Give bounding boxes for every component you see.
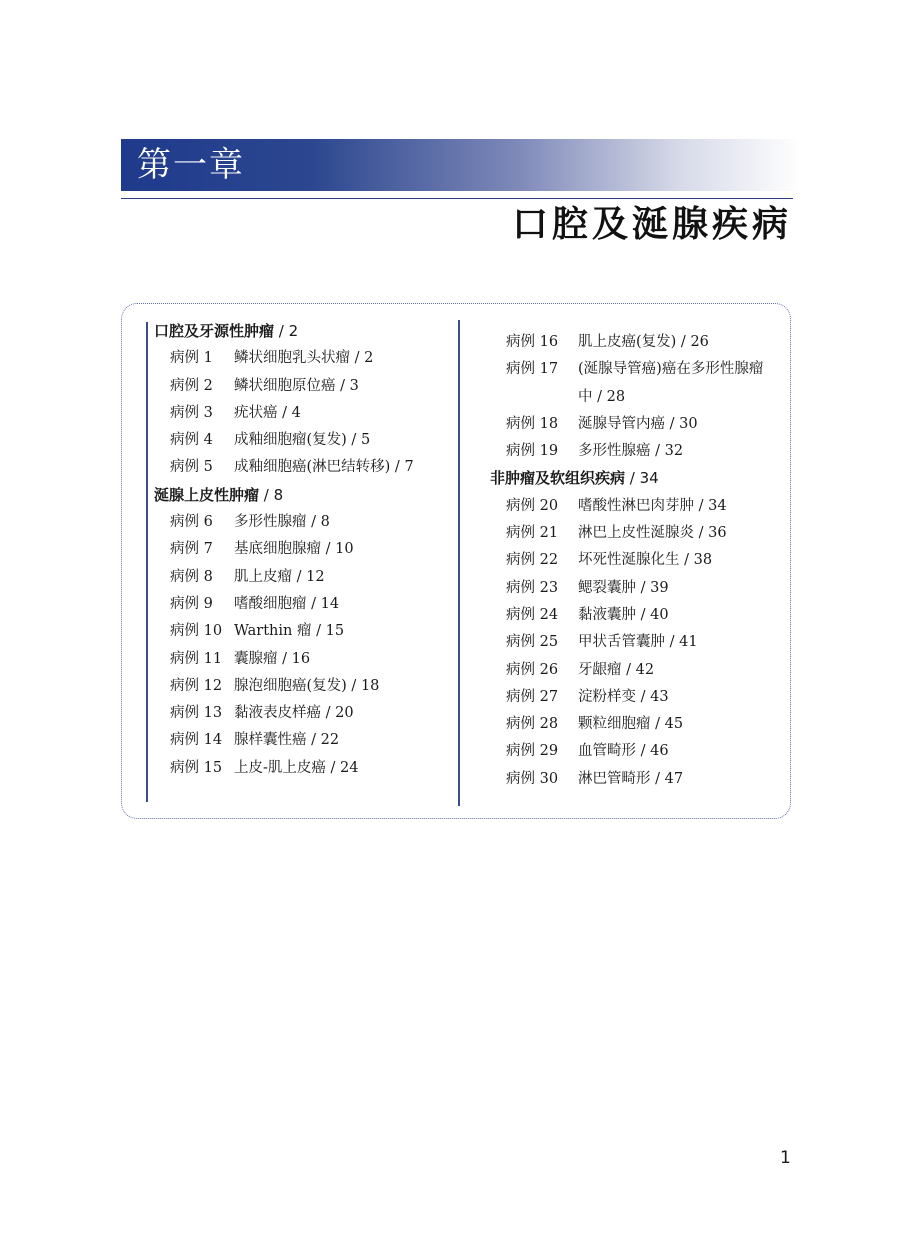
toc-right-column bbox=[490, 329, 790, 793]
section-title: 口腔及牙源性肿瘤 bbox=[154, 322, 275, 340]
case-number: 病例 6 bbox=[170, 514, 213, 531]
entry-page: 38 bbox=[693, 552, 713, 569]
entry-title-wrap bbox=[578, 629, 768, 656]
toc-entry[interactable] bbox=[154, 509, 454, 536]
toc-entry[interactable] bbox=[490, 711, 790, 738]
toc-entry[interactable] bbox=[154, 727, 454, 754]
entry-title-wrap bbox=[578, 602, 768, 629]
entry-title-wrap bbox=[234, 345, 430, 372]
entry-page: 40 bbox=[650, 606, 669, 623]
page-separator: / bbox=[277, 404, 292, 421]
entry-page: 4 bbox=[291, 404, 301, 421]
toc-entry[interactable] bbox=[154, 591, 454, 618]
entry-page: 15 bbox=[325, 623, 345, 640]
page-separator: / bbox=[259, 485, 274, 504]
entry-page: 10 bbox=[335, 541, 354, 558]
case-number: 病例 19 bbox=[506, 443, 559, 460]
entry-page: 36 bbox=[708, 525, 727, 542]
case-number: 病例 18 bbox=[506, 415, 559, 432]
toc-column-divider bbox=[458, 320, 460, 806]
entry-title-wrap bbox=[578, 493, 768, 520]
page-separator: / bbox=[346, 677, 361, 694]
case-number: 病例 23 bbox=[506, 579, 559, 596]
case-number: 病例 27 bbox=[506, 688, 559, 705]
page-separator: / bbox=[311, 623, 326, 640]
toc-entry[interactable] bbox=[154, 373, 454, 400]
entry-title-wrap bbox=[578, 329, 768, 356]
entry-page: 5 bbox=[360, 432, 371, 449]
entry-page: 3 bbox=[349, 377, 359, 394]
case-number: 病例 10 bbox=[170, 623, 223, 640]
page-separator: / bbox=[592, 388, 607, 405]
entry-title-wrap bbox=[234, 509, 430, 536]
page-separator: / bbox=[650, 770, 665, 787]
toc-entry[interactable] bbox=[490, 575, 790, 602]
toc-entry[interactable] bbox=[490, 602, 790, 629]
chapter-rule bbox=[121, 198, 793, 199]
entry-title-wrap bbox=[234, 618, 430, 645]
toc-entry[interactable] bbox=[490, 520, 790, 547]
entry-title: 牙龈瘤 bbox=[578, 661, 622, 678]
entry-title: 多形性腺癌 bbox=[578, 443, 651, 460]
page-separator: / bbox=[679, 552, 694, 569]
page-separator: / bbox=[650, 716, 665, 733]
entry-title: 鳞状细胞乳头状瘤 bbox=[234, 350, 350, 367]
toc-entry[interactable] bbox=[154, 536, 454, 563]
case-number: 病例 20 bbox=[506, 497, 559, 514]
toc-entry[interactable] bbox=[490, 411, 790, 438]
entry-title: 涎腺导管内癌 bbox=[578, 415, 665, 432]
entry-title-wrap bbox=[234, 591, 430, 618]
toc-entry[interactable] bbox=[154, 673, 454, 700]
entry-title: 嗜酸细胞瘤 bbox=[234, 595, 307, 612]
section-page: 34 bbox=[639, 469, 659, 488]
entry-page: 28 bbox=[606, 388, 626, 405]
section-page: 2 bbox=[288, 322, 299, 340]
entry-page: 42 bbox=[635, 661, 655, 678]
entry-title: 疣状癌 bbox=[234, 404, 278, 421]
page-separator: / bbox=[350, 350, 365, 367]
entry-page: 41 bbox=[679, 634, 698, 651]
toc-entry[interactable] bbox=[154, 345, 454, 372]
toc-entry[interactable] bbox=[154, 618, 454, 645]
entry-page: 46 bbox=[650, 743, 669, 760]
entry-title: 淋巴管畸形 bbox=[578, 770, 651, 787]
entry-title: 肌上皮瘤 bbox=[234, 568, 292, 585]
entry-title-wrap bbox=[578, 684, 768, 711]
entry-title: 嗜酸性淋巴肉芽肿 bbox=[578, 497, 694, 514]
case-number: 病例 3 bbox=[170, 404, 213, 421]
toc-left-bar bbox=[146, 322, 148, 802]
entry-title: 颗粒细胞瘤 bbox=[578, 716, 651, 733]
entry-page: 45 bbox=[664, 716, 684, 733]
case-number: 病例 22 bbox=[506, 552, 559, 569]
page-number: 1 bbox=[780, 1148, 791, 1168]
entry-title: 坏死性涎腺化生 bbox=[578, 552, 680, 569]
entry-title-wrap bbox=[234, 727, 430, 754]
page-separator: / bbox=[306, 732, 321, 749]
entry-title-wrap bbox=[234, 646, 430, 673]
page-separator: / bbox=[650, 443, 665, 460]
entry-title-wrap bbox=[578, 356, 768, 411]
case-number: 病例 29 bbox=[506, 743, 559, 760]
entry-title-wrap bbox=[578, 766, 768, 793]
page-separator: / bbox=[306, 595, 321, 612]
entry-page: 7 bbox=[404, 459, 414, 476]
entry-title: 成釉细胞瘤(复发) bbox=[234, 432, 347, 449]
toc-entry[interactable] bbox=[154, 646, 454, 673]
chapter-title: 口腔及涎腺疾病 bbox=[511, 204, 792, 245]
toc-entry[interactable] bbox=[490, 657, 790, 684]
page-separator: / bbox=[636, 688, 651, 705]
toc-entry[interactable] bbox=[490, 493, 790, 520]
page-separator: / bbox=[321, 705, 336, 722]
entry-page: 30 bbox=[679, 415, 698, 432]
entry-title-wrap bbox=[578, 438, 768, 465]
entry-title: 囊腺瘤 bbox=[234, 650, 278, 667]
entry-page: 20 bbox=[335, 705, 354, 722]
page-separator: / bbox=[694, 497, 709, 514]
page-separator: / bbox=[636, 743, 651, 760]
entry-page: 47 bbox=[664, 770, 684, 787]
entry-page: 16 bbox=[291, 650, 311, 667]
case-number: 病例 15 bbox=[170, 759, 223, 776]
entry-title-wrap bbox=[234, 536, 430, 563]
page-separator: / bbox=[325, 759, 341, 776]
entry-title: 甲状舌管囊肿 bbox=[578, 634, 665, 651]
entry-title-wrap bbox=[234, 755, 430, 782]
case-number: 病例 8 bbox=[170, 568, 213, 585]
case-number: 病例 28 bbox=[506, 716, 559, 733]
entry-title-wrap bbox=[578, 657, 768, 684]
entry-title: (涎腺导管癌)癌在多形性腺瘤中 bbox=[578, 361, 764, 405]
case-number: 病例 9 bbox=[170, 595, 213, 612]
page-separator: / bbox=[625, 469, 640, 488]
toc-entry[interactable] bbox=[154, 755, 454, 782]
case-number: 病例 7 bbox=[170, 541, 213, 558]
entry-title: 腺样囊性癌 bbox=[234, 732, 307, 749]
entry-title-wrap bbox=[234, 673, 430, 700]
case-number: 病例 2 bbox=[170, 377, 213, 394]
case-number: 病例 11 bbox=[170, 650, 223, 667]
toc-entry[interactable] bbox=[154, 564, 454, 591]
toc-entry[interactable] bbox=[154, 700, 454, 727]
page-separator: / bbox=[335, 377, 350, 394]
entry-page: 14 bbox=[320, 595, 340, 612]
toc-entry[interactable] bbox=[154, 454, 454, 481]
entry-title-wrap bbox=[234, 427, 430, 454]
page-separator: / bbox=[636, 579, 651, 596]
entry-page: 18 bbox=[360, 677, 380, 694]
page-separator: / bbox=[621, 661, 636, 678]
case-number: 病例 30 bbox=[506, 770, 559, 787]
entry-title: 血管畸形 bbox=[578, 743, 636, 760]
entry-title-wrap bbox=[578, 711, 768, 738]
entry-title: 腺泡细胞癌(复发) bbox=[234, 677, 347, 694]
page-separator: / bbox=[274, 322, 289, 340]
page-separator: / bbox=[665, 634, 680, 651]
case-number: 病例 5 bbox=[170, 459, 213, 476]
toc-entry[interactable] bbox=[490, 356, 790, 411]
entry-title: 鳞状细胞原位癌 bbox=[234, 377, 336, 394]
toc-entry[interactable] bbox=[490, 738, 790, 765]
entry-title: 肌上皮癌(复发) bbox=[578, 334, 677, 350]
entry-title: 黏液囊肿 bbox=[578, 606, 636, 623]
toc-entry[interactable] bbox=[490, 547, 790, 574]
entry-title: Warthin 瘤 bbox=[234, 623, 312, 640]
entry-title: 成釉细胞癌(淋巴结转移) bbox=[234, 459, 391, 476]
toc-entry[interactable] bbox=[154, 427, 454, 454]
entry-title: 多形性腺瘤 bbox=[234, 514, 307, 531]
case-number: 病例 24 bbox=[506, 606, 559, 623]
entry-page: 32 bbox=[664, 443, 684, 460]
entry-page: 2 bbox=[364, 350, 374, 367]
entry-page: 39 bbox=[650, 579, 669, 596]
entry-title-wrap bbox=[234, 564, 430, 591]
entry-title-wrap bbox=[578, 575, 768, 602]
chapter-label: 第一章 bbox=[137, 145, 245, 185]
entry-page: 34 bbox=[708, 497, 727, 514]
toc-entry[interactable] bbox=[154, 400, 454, 427]
entry-page: 43 bbox=[650, 688, 669, 705]
case-number: 病例 26 bbox=[506, 661, 559, 678]
case-number: 病例 12 bbox=[170, 677, 223, 694]
section-title: 涎腺上皮性肿瘤 bbox=[154, 485, 260, 504]
page-separator: / bbox=[306, 514, 321, 531]
case-number: 病例 17 bbox=[506, 361, 559, 378]
entry-title: 淀粉样变 bbox=[578, 688, 636, 705]
page-separator: / bbox=[694, 525, 709, 542]
page-separator: / bbox=[676, 334, 691, 350]
entry-title-wrap bbox=[234, 373, 430, 400]
entry-page: 22 bbox=[320, 732, 340, 749]
toc-section-heading[interactable] bbox=[154, 318, 454, 345]
entry-title-wrap bbox=[234, 400, 430, 427]
toc-left-column bbox=[154, 318, 454, 782]
page-separator: / bbox=[292, 568, 307, 585]
toc-entry[interactable] bbox=[490, 329, 790, 356]
case-number: 病例 14 bbox=[170, 732, 223, 749]
case-number: 病例 16 bbox=[506, 334, 559, 350]
case-number: 病例 21 bbox=[506, 525, 559, 542]
entry-title-wrap bbox=[234, 454, 430, 481]
toc-entry[interactable] bbox=[490, 438, 790, 465]
toc-entry[interactable] bbox=[490, 766, 790, 793]
entry-title-wrap bbox=[234, 700, 430, 727]
entry-title-wrap bbox=[578, 738, 768, 765]
entry-title-wrap bbox=[578, 547, 768, 574]
entry-title: 上皮-肌上皮癌 bbox=[234, 759, 326, 776]
entry-title: 淋巴上皮性涎腺炎 bbox=[578, 525, 694, 542]
page-separator: / bbox=[277, 650, 292, 667]
page-separator: / bbox=[665, 415, 680, 432]
entry-title-wrap bbox=[578, 411, 768, 438]
toc-entry[interactable] bbox=[490, 684, 790, 711]
case-number: 病例 1 bbox=[170, 350, 213, 367]
case-number: 病例 4 bbox=[170, 432, 213, 449]
entry-title: 基底细胞腺瘤 bbox=[234, 541, 321, 558]
toc-section-heading[interactable] bbox=[490, 465, 790, 492]
toc-section-heading[interactable] bbox=[154, 482, 454, 509]
section-title: 非肿瘤及软组织疾病 bbox=[490, 469, 626, 488]
page-separator: / bbox=[636, 606, 651, 623]
entry-page: 24 bbox=[340, 759, 359, 776]
entry-title: 鳃裂囊肿 bbox=[578, 579, 636, 596]
page-separator: / bbox=[346, 432, 361, 449]
case-number: 病例 13 bbox=[170, 705, 223, 722]
page-separator: / bbox=[390, 459, 405, 476]
entry-page: 26 bbox=[690, 334, 709, 350]
entry-page: 12 bbox=[306, 568, 325, 585]
toc-entry[interactable] bbox=[490, 629, 790, 656]
entry-page: 8 bbox=[320, 514, 330, 531]
page-separator: / bbox=[321, 541, 336, 558]
case-number: 病例 25 bbox=[506, 634, 559, 651]
entry-title: 黏液表皮样癌 bbox=[234, 705, 321, 722]
section-page: 8 bbox=[273, 485, 284, 504]
entry-title-wrap bbox=[578, 520, 768, 547]
